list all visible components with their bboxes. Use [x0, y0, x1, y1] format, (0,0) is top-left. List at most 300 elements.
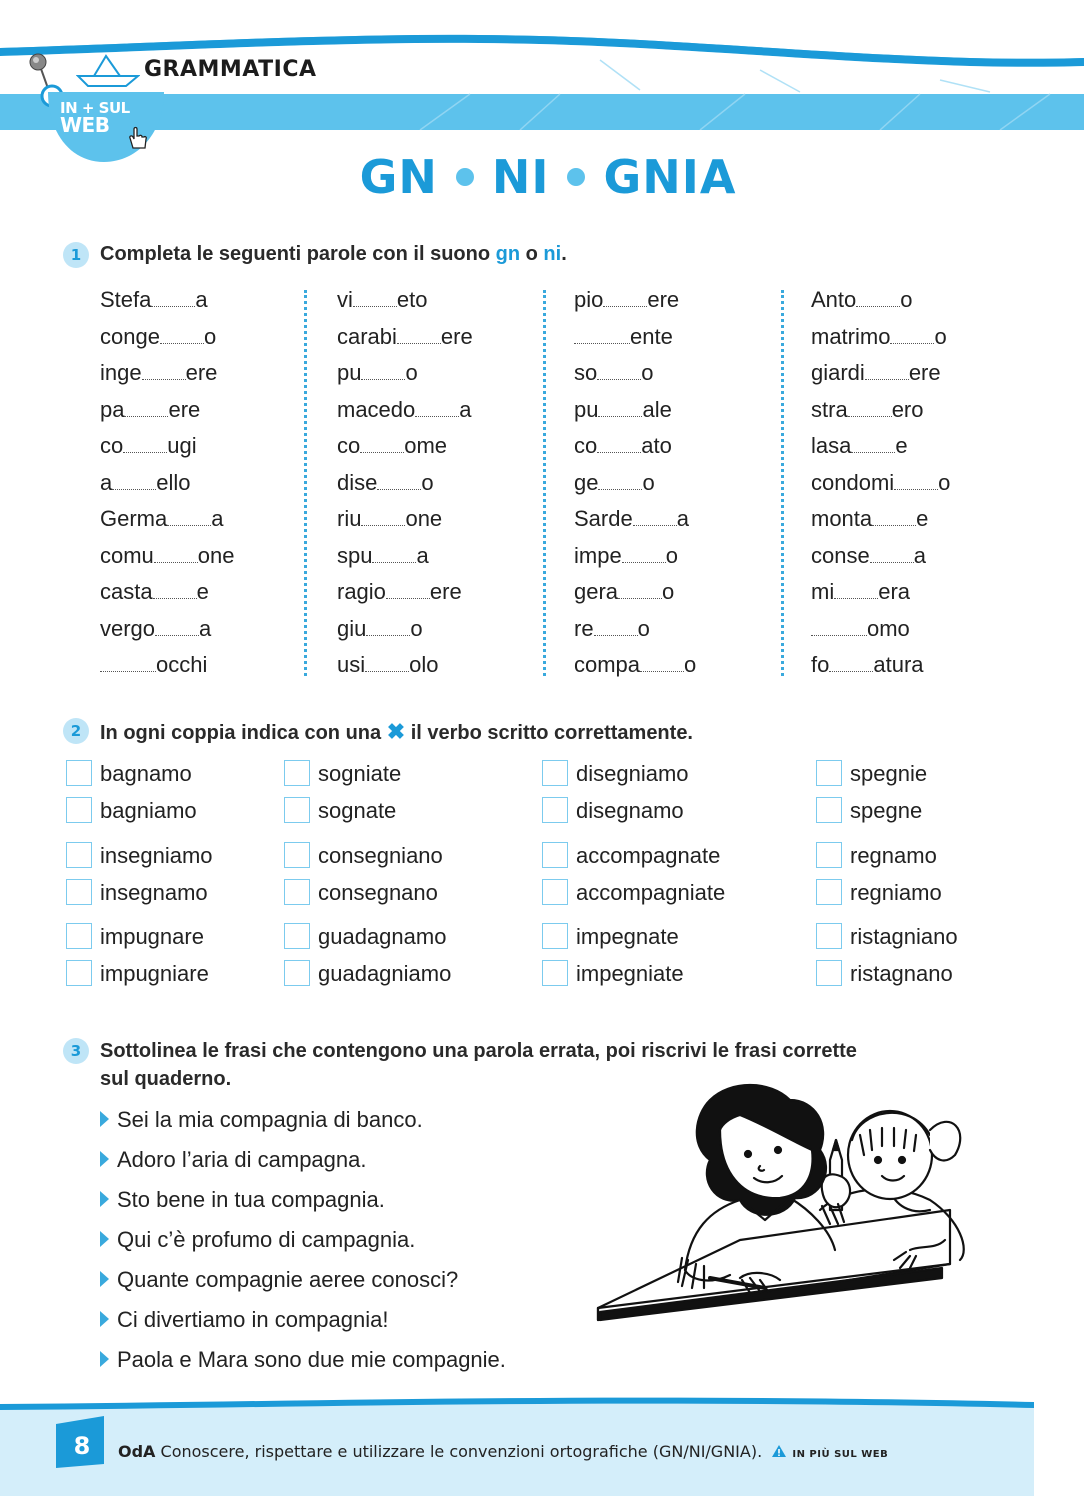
- fill-blank[interactable]: [112, 470, 156, 490]
- checkbox[interactable]: [284, 879, 310, 905]
- fill-blank[interactable]: [594, 616, 638, 636]
- word-column: [811, 282, 1031, 684]
- fill-blank[interactable]: [415, 397, 459, 417]
- sentence-text: Ci divertiamo in compagnia!: [117, 1307, 389, 1332]
- word-prefix: dise: [337, 469, 378, 495]
- word-suffix: atura: [873, 652, 924, 677]
- warning-triangle-icon: [771, 1444, 787, 1458]
- word-item: [574, 465, 794, 502]
- word-suffix: o: [203, 323, 217, 349]
- word-suffix: one: [405, 506, 443, 531]
- fill-blank[interactable]: [361, 506, 405, 526]
- bullet-triangle-icon: [100, 1271, 109, 1287]
- checkbox[interactable]: [542, 923, 568, 949]
- bullet-triangle-icon: [100, 1191, 109, 1207]
- verb-option[interactable]: [542, 956, 684, 992]
- word-suffix: olo: [409, 652, 439, 677]
- word-item: [337, 611, 557, 648]
- verb-label: sognate: [318, 798, 397, 823]
- word-suffix: o: [684, 652, 697, 677]
- word-suffix: a: [211, 506, 224, 531]
- word-item: [574, 647, 794, 684]
- title-part-gnia: GNIA: [603, 150, 737, 204]
- verb-option[interactable]: [542, 919, 679, 955]
- fill-blank[interactable]: [597, 433, 641, 453]
- word-suffix: ere: [429, 579, 462, 604]
- checkbox[interactable]: [542, 960, 568, 986]
- word-suffix: o: [410, 615, 423, 641]
- fill-blank[interactable]: [151, 287, 195, 307]
- word-suffix: o: [405, 360, 418, 385]
- word-prefix: ragio: [337, 579, 386, 604]
- word-item: [811, 465, 1031, 502]
- fill-blank[interactable]: [360, 433, 404, 453]
- word-prefix: pio: [574, 287, 604, 312]
- word-suffix: e: [196, 579, 209, 604]
- exercise1-instruction: [100, 243, 567, 266]
- word-item: [337, 574, 557, 611]
- page-number: 8: [73, 1432, 91, 1460]
- section-title: GRAMMATICA: [144, 57, 317, 82]
- sentence-text: Sto bene in tua compagnia.: [117, 1187, 385, 1212]
- verb-option[interactable]: [816, 875, 942, 911]
- word-item: [574, 538, 794, 575]
- word-suffix: a: [416, 542, 429, 568]
- cross-mark-icon: ✖: [386, 719, 406, 744]
- word-suffix: ato: [641, 433, 672, 458]
- word-prefix: co: [337, 433, 361, 458]
- word-suffix: ero: [891, 396, 924, 422]
- title-dot: [456, 168, 474, 186]
- word-prefix: spu: [337, 542, 373, 568]
- verb-option[interactable]: [542, 756, 689, 792]
- verb-option[interactable]: [66, 956, 209, 992]
- word-item: [100, 282, 320, 319]
- word-suffix: a: [199, 615, 212, 641]
- sentence-text: Adoro l’aria di campagna.: [117, 1147, 367, 1172]
- verb-label: impugnare: [100, 924, 204, 949]
- word-prefix: co: [100, 433, 124, 458]
- word-item: [100, 319, 320, 356]
- word-suffix: o: [665, 542, 678, 568]
- word-suffix: ere: [440, 323, 473, 349]
- fill-blank[interactable]: [366, 616, 410, 636]
- word-prefix: macedo: [337, 396, 416, 422]
- word-column: [337, 282, 557, 684]
- verb-label: regnamo: [850, 843, 937, 868]
- verb-label: spegnie: [850, 761, 928, 786]
- sentence-text: Qui c’è profumo di campagnia.: [117, 1227, 416, 1252]
- word-item: [337, 355, 557, 392]
- word-item: [337, 319, 557, 356]
- fill-blank[interactable]: [598, 397, 642, 417]
- word-suffix: ugi: [167, 433, 197, 458]
- fill-blank[interactable]: [377, 470, 421, 490]
- word-prefix: a: [100, 469, 113, 495]
- instruction-text: Completa le seguenti parole con il suono: [100, 243, 496, 265]
- sentence-item[interactable]: [100, 1180, 506, 1220]
- word-item: [337, 647, 557, 684]
- word-suffix: omo: [867, 615, 910, 641]
- verb-option[interactable]: [66, 838, 213, 874]
- word-suffix: o: [938, 469, 951, 495]
- verb-option[interactable]: [816, 756, 927, 792]
- verb-option[interactable]: [284, 838, 443, 874]
- checkbox[interactable]: [816, 797, 842, 823]
- exercise-number: 1: [63, 242, 89, 268]
- column-divider: [304, 290, 307, 676]
- fill-blank[interactable]: [142, 360, 186, 380]
- instruction-text: .: [561, 243, 567, 265]
- sentence-item[interactable]: [100, 1300, 506, 1340]
- word-prefix: compa: [574, 652, 641, 677]
- word-prefix: re: [574, 615, 594, 641]
- verb-label: bagniamo: [100, 798, 197, 823]
- word-item: [100, 647, 320, 684]
- word-suffix: e: [916, 506, 929, 531]
- fill-blank[interactable]: [890, 324, 934, 344]
- sentence-text: Sei la mia compagnia di banco.: [117, 1107, 423, 1132]
- word-item: [811, 538, 1031, 575]
- footer-web-link[interactable]: IN PIÙ SUL WEB: [792, 1449, 889, 1460]
- word-item: [574, 611, 794, 648]
- word-item: [337, 428, 557, 465]
- verb-label: impegniate: [576, 961, 684, 986]
- word-prefix: vi: [337, 287, 353, 312]
- oda-label: OdA: [118, 1442, 156, 1461]
- fill-blank[interactable]: [618, 579, 662, 599]
- checkbox[interactable]: [542, 842, 568, 868]
- fill-blank[interactable]: [353, 287, 397, 307]
- title-part-gn: GN: [359, 150, 438, 204]
- verb-option[interactable]: [284, 956, 451, 992]
- sentence-item[interactable]: [100, 1260, 506, 1300]
- word-suffix: o: [642, 469, 655, 495]
- bullet-triangle-icon: [100, 1231, 109, 1247]
- word-suffix: a: [913, 542, 926, 568]
- fill-blank[interactable]: [856, 287, 900, 307]
- fill-blank[interactable]: [155, 616, 199, 636]
- fill-blank[interactable]: [386, 579, 430, 599]
- checkbox[interactable]: [284, 797, 310, 823]
- word-prefix: impe: [574, 542, 622, 568]
- instruction-text: o: [520, 243, 544, 265]
- checkbox[interactable]: [542, 879, 568, 905]
- word-item: [811, 501, 1031, 538]
- web-badge-line2: WEB: [60, 113, 110, 137]
- word-item: [100, 501, 320, 538]
- fill-blank[interactable]: [160, 324, 204, 344]
- word-item: [100, 538, 320, 575]
- word-suffix: o: [637, 615, 650, 641]
- verb-label: guadagnamo: [318, 924, 447, 949]
- verb-option[interactable]: [816, 956, 953, 992]
- word-item: [574, 282, 794, 319]
- word-item: [100, 355, 320, 392]
- fill-blank[interactable]: [574, 324, 630, 344]
- word-item: [100, 611, 320, 648]
- fill-blank[interactable]: [123, 433, 167, 453]
- word-prefix: conse: [811, 542, 870, 568]
- verb-option[interactable]: [284, 875, 438, 911]
- bullet-triangle-icon: [100, 1151, 109, 1167]
- word-item: [811, 355, 1031, 392]
- word-prefix: fo: [811, 652, 830, 677]
- fill-blank[interactable]: [365, 652, 409, 672]
- fill-blank[interactable]: [829, 652, 873, 672]
- word-item: [574, 428, 794, 465]
- word-prefix: giardi: [811, 360, 865, 385]
- word-item: [811, 428, 1031, 465]
- verb-label: disegnamo: [576, 798, 684, 823]
- word-suffix: o: [662, 579, 675, 604]
- verb-label: disegniamo: [576, 761, 689, 786]
- fill-blank[interactable]: [154, 543, 198, 563]
- word-prefix: gera: [574, 579, 619, 604]
- fill-blank[interactable]: [834, 579, 878, 599]
- word-prefix: condomi: [811, 469, 895, 495]
- verb-option[interactable]: [816, 793, 922, 829]
- word-prefix: comu: [100, 542, 154, 568]
- verb-option[interactable]: [66, 756, 192, 792]
- verb-label: consegnano: [318, 880, 438, 905]
- word-prefix: casta: [100, 579, 153, 604]
- checkbox[interactable]: [542, 760, 568, 786]
- word-suffix: o: [421, 469, 434, 495]
- fill-blank[interactable]: [597, 360, 641, 380]
- word-suffix: eto: [396, 287, 428, 312]
- word-prefix: carabi: [337, 323, 397, 349]
- exercise-number: 2: [63, 718, 89, 744]
- word-prefix: Stefa: [100, 287, 152, 312]
- bullet-triangle-icon: [100, 1311, 109, 1327]
- highlight-ni: ni: [543, 243, 562, 265]
- word-suffix: ello: [156, 469, 191, 495]
- instruction-text: il verbo scritto correttamente.: [410, 722, 693, 744]
- verb-option[interactable]: [66, 919, 204, 955]
- word-suffix: a: [459, 396, 472, 422]
- fill-blank[interactable]: [811, 616, 867, 636]
- bullet-triangle-icon: [100, 1351, 109, 1367]
- word-suffix: o: [641, 360, 654, 385]
- checkbox[interactable]: [66, 797, 92, 823]
- verb-option[interactable]: [542, 838, 720, 874]
- verb-label: impugniare: [100, 961, 209, 986]
- fill-blank[interactable]: [633, 506, 677, 526]
- fill-blank[interactable]: [372, 543, 416, 563]
- word-item: [811, 282, 1031, 319]
- verb-option[interactable]: [542, 875, 725, 911]
- page-title: [0, 150, 1084, 204]
- word-suffix: ere: [908, 360, 941, 385]
- word-prefix: matrimo: [811, 323, 891, 349]
- word-item: [574, 574, 794, 611]
- verb-option[interactable]: [66, 875, 208, 911]
- fill-blank[interactable]: [100, 652, 156, 672]
- word-item: [811, 647, 1031, 684]
- fill-blank[interactable]: [598, 470, 642, 490]
- word-prefix: pa: [100, 396, 125, 422]
- word-prefix: Germa: [100, 506, 168, 531]
- verb-label: accompagniate: [576, 880, 726, 905]
- word-item: [337, 538, 557, 575]
- word-item: [811, 574, 1031, 611]
- title-part-ni: NI: [491, 150, 550, 204]
- word-prefix: Sarde: [574, 506, 633, 531]
- word-suffix: e: [895, 433, 908, 458]
- word-suffix: ere: [185, 360, 218, 385]
- checkbox[interactable]: [284, 923, 310, 949]
- verb-label: consegniano: [318, 843, 443, 868]
- word-item: [100, 574, 320, 611]
- highlight-gn: gn: [495, 243, 521, 265]
- checkbox[interactable]: [66, 960, 92, 986]
- word-item: [100, 428, 320, 465]
- word-suffix: ere: [647, 287, 680, 312]
- instruction-line: sul quaderno.: [100, 1068, 232, 1090]
- checkbox[interactable]: [542, 797, 568, 823]
- column-divider: [781, 290, 784, 676]
- checkbox[interactable]: [66, 923, 92, 949]
- verb-label: insegnamo: [100, 880, 208, 905]
- word-suffix: o: [900, 287, 913, 312]
- bullet-triangle-icon: [100, 1111, 109, 1127]
- word-suffix: ente: [630, 323, 673, 349]
- fill-blank[interactable]: [872, 506, 916, 526]
- word-column: [100, 282, 320, 684]
- title-dot: [567, 168, 585, 186]
- verb-label: bagnamo: [100, 761, 192, 786]
- sentence-item[interactable]: [100, 1140, 506, 1180]
- fill-blank[interactable]: [848, 397, 892, 417]
- verb-option[interactable]: [284, 919, 446, 955]
- checkbox[interactable]: [284, 842, 310, 868]
- word-item: [811, 319, 1031, 356]
- word-item: [574, 319, 794, 356]
- checkbox[interactable]: [816, 879, 842, 905]
- word-suffix: era: [878, 579, 911, 604]
- fill-blank[interactable]: [894, 470, 938, 490]
- word-column: [574, 282, 794, 684]
- word-item: [100, 465, 320, 502]
- children-drawing-illustration: [590, 1080, 980, 1340]
- verb-option[interactable]: [542, 793, 684, 829]
- sentence-item[interactable]: [100, 1220, 506, 1260]
- checkbox[interactable]: [284, 960, 310, 986]
- fill-blank[interactable]: [870, 543, 914, 563]
- verb-option[interactable]: [284, 756, 401, 792]
- paper-boat-icon: [76, 54, 140, 88]
- word-prefix: riu: [337, 506, 362, 531]
- word-suffix: occhi: [156, 652, 208, 677]
- word-prefix: pu: [574, 396, 599, 422]
- verb-label: ristagnano: [850, 961, 953, 986]
- fill-blank[interactable]: [167, 506, 211, 526]
- objective-text: Conoscere, rispettare e utilizzare le convenzioni ortografiche (GN/NI/GNIA).: [160, 1442, 763, 1461]
- word-suffix: a: [195, 287, 208, 312]
- word-item: [337, 282, 557, 319]
- word-suffix: ale: [642, 396, 672, 422]
- fill-blank[interactable]: [124, 397, 168, 417]
- word-prefix: conge: [100, 323, 160, 349]
- word-prefix: mi: [811, 579, 835, 604]
- word-suffix: o: [934, 323, 947, 349]
- checkbox[interactable]: [816, 842, 842, 868]
- sentence-text: Quante compagnie aeree conosci?: [117, 1267, 459, 1292]
- word-item: [574, 392, 794, 429]
- exercise2-instruction: [100, 719, 693, 745]
- checkbox[interactable]: [284, 760, 310, 786]
- word-prefix: vergo: [100, 615, 156, 641]
- verb-label: guadagniamo: [318, 961, 452, 986]
- verb-option[interactable]: [284, 793, 396, 829]
- word-suffix: one: [197, 542, 235, 568]
- footer-objective: [118, 1442, 888, 1461]
- checkbox[interactable]: [816, 960, 842, 986]
- fill-blank[interactable]: [622, 543, 666, 563]
- sentence-text: Paola e Mara sono due mie compagnie.: [117, 1347, 506, 1372]
- checkbox[interactable]: [816, 923, 842, 949]
- checkbox[interactable]: [66, 879, 92, 905]
- sentence-list: [100, 1100, 506, 1380]
- word-item: [337, 465, 557, 502]
- web-badge-line1: IN + SUL: [60, 99, 130, 117]
- word-prefix: inge: [100, 360, 142, 385]
- word-item: [337, 392, 557, 429]
- verb-label: sogniate: [318, 761, 402, 786]
- verb-label: insegniamo: [100, 843, 213, 868]
- column-divider: [543, 290, 546, 676]
- sentence-item[interactable]: [100, 1100, 506, 1140]
- checkbox[interactable]: [66, 760, 92, 786]
- word-prefix: Anto: [811, 287, 857, 312]
- verb-option[interactable]: [66, 793, 197, 829]
- fill-blank[interactable]: [851, 433, 895, 453]
- verb-label: spegne: [850, 798, 923, 823]
- word-item: [100, 392, 320, 429]
- word-prefix: ge: [574, 469, 599, 495]
- word-prefix: co: [574, 433, 598, 458]
- instruction-text: In ogni coppia indica con una: [100, 722, 382, 744]
- verb-label: ristagniano: [850, 924, 958, 949]
- word-suffix: ere: [168, 396, 201, 422]
- word-suffix: a: [676, 506, 689, 531]
- fill-blank[interactable]: [397, 324, 441, 344]
- word-prefix: usi: [337, 652, 366, 677]
- fill-blank[interactable]: [640, 652, 684, 672]
- sentence-item[interactable]: [100, 1340, 506, 1380]
- word-item: [811, 392, 1031, 429]
- word-prefix: so: [574, 360, 598, 385]
- word-prefix: monta: [811, 506, 873, 531]
- fill-blank[interactable]: [153, 579, 197, 599]
- fill-blank[interactable]: [865, 360, 909, 380]
- pointer-hand-icon: [126, 126, 148, 150]
- exercise-number: 3: [63, 1038, 89, 1064]
- verb-option[interactable]: [816, 838, 937, 874]
- word-item: [811, 611, 1031, 648]
- fill-blank[interactable]: [361, 360, 405, 380]
- checkbox[interactable]: [66, 842, 92, 868]
- verb-option[interactable]: [816, 919, 958, 955]
- checkbox[interactable]: [816, 760, 842, 786]
- word-item: [574, 501, 794, 538]
- verb-label: regniamo: [850, 880, 942, 905]
- word-item: [574, 355, 794, 392]
- word-prefix: pu: [337, 360, 362, 385]
- fill-blank[interactable]: [603, 287, 647, 307]
- word-prefix: giu: [337, 615, 367, 641]
